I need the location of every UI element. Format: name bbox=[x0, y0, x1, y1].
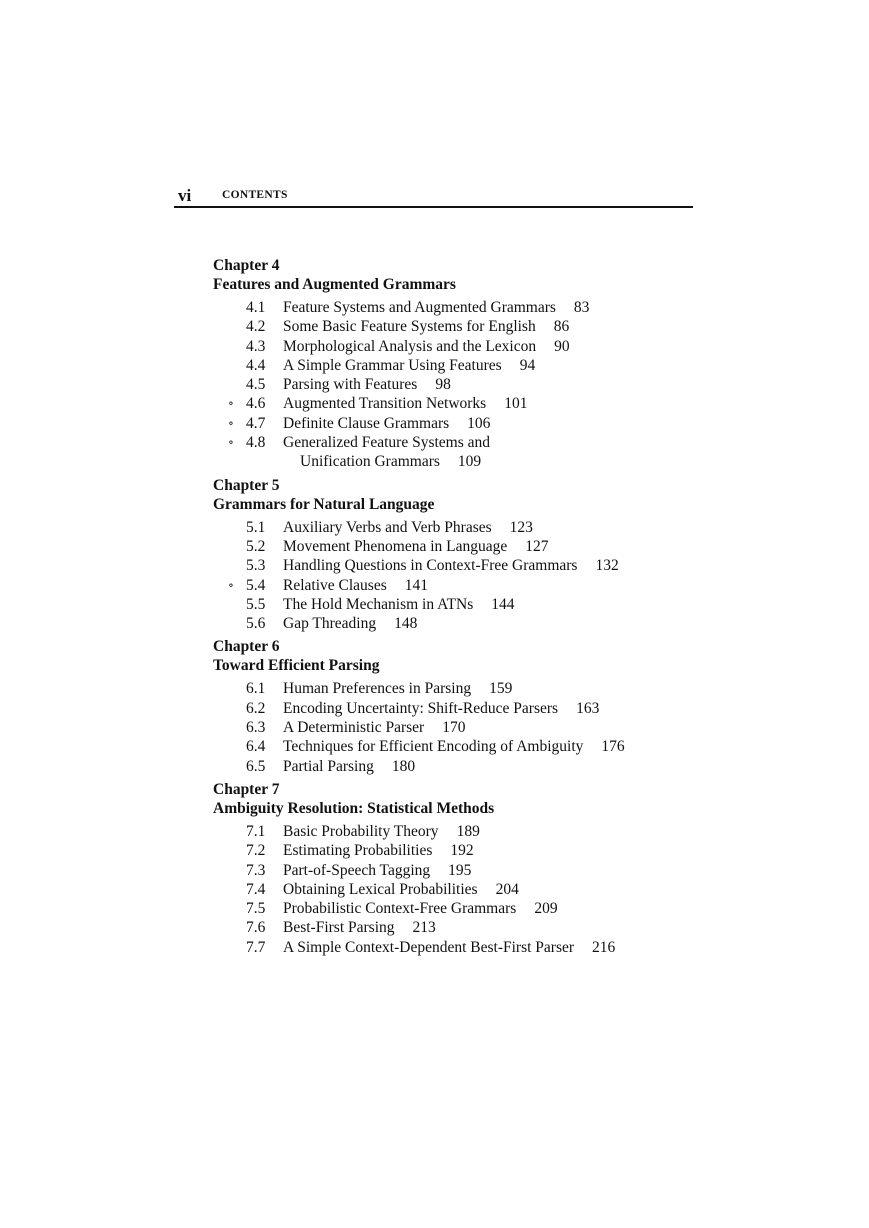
section-title: Gap Threading bbox=[283, 615, 377, 633]
section-number: 6.5 bbox=[246, 757, 266, 775]
page-ref: 195 bbox=[448, 861, 472, 879]
section-title-line bbox=[283, 861, 471, 880]
toc-entry bbox=[213, 556, 683, 575]
table-of-contents bbox=[213, 256, 683, 957]
section-list bbox=[213, 679, 683, 775]
toc-entry bbox=[213, 337, 683, 356]
section-list bbox=[213, 822, 683, 957]
section-number: 5.6 bbox=[246, 615, 266, 633]
toc-entry bbox=[213, 537, 683, 556]
section-title-line bbox=[283, 899, 558, 918]
section-title-line bbox=[283, 737, 625, 756]
section-title-line bbox=[283, 679, 512, 698]
section-title: Human Preferences in Parsing bbox=[283, 680, 472, 698]
page-ref: 163 bbox=[576, 699, 600, 717]
section-number: 4.1 bbox=[246, 299, 266, 316]
chapter-title: Features and Augmented Grammars bbox=[213, 276, 456, 293]
section-title-line bbox=[283, 614, 417, 633]
toc-entry bbox=[213, 841, 683, 860]
chapter-section bbox=[213, 256, 683, 472]
page-ref: 86 bbox=[553, 318, 570, 336]
section-title-line bbox=[283, 317, 569, 336]
section-number: 5.1 bbox=[246, 518, 266, 536]
page-ref: 83 bbox=[573, 299, 590, 316]
section-title-line bbox=[283, 337, 570, 356]
toc-entry bbox=[213, 317, 683, 336]
section-title: Movement Phenomena in Language bbox=[283, 537, 508, 555]
section-title: Best-First Parsing bbox=[283, 919, 395, 937]
toc-entry bbox=[213, 822, 683, 841]
section-title-line bbox=[283, 518, 533, 537]
section-title-line bbox=[283, 757, 415, 776]
section-number: 4.6 bbox=[246, 395, 266, 413]
toc-entry bbox=[213, 518, 683, 537]
section-number: 6.3 bbox=[246, 719, 266, 737]
page-ref: 101 bbox=[504, 395, 528, 413]
section-number: 4.8 bbox=[246, 434, 266, 452]
page-ref: 90 bbox=[554, 337, 570, 355]
section-title: Encoding Uncertainty: Shift-Reduce Parsers bbox=[283, 699, 559, 717]
section-number: 7.5 bbox=[246, 900, 266, 918]
chapter-section bbox=[213, 476, 683, 634]
section-title-line bbox=[283, 880, 519, 899]
toc-entry bbox=[213, 699, 683, 718]
running-head: CONTENTS bbox=[222, 189, 288, 201]
section-title: Part-of-Speech Tagging bbox=[283, 861, 431, 879]
toc-entry bbox=[213, 356, 683, 375]
page-ref: 216 bbox=[592, 938, 616, 956]
section-title-line bbox=[283, 537, 549, 556]
section-title: Definite Clause Grammars bbox=[283, 414, 450, 432]
section-title-continuation-text: Unification Grammars bbox=[300, 453, 440, 471]
section-title: Generalized Feature Systems and bbox=[283, 434, 491, 452]
section-title: Handling Questions in Context-Free Grammars bbox=[283, 557, 578, 575]
section-number: 5.2 bbox=[246, 537, 266, 555]
section-number: 4.7 bbox=[246, 414, 266, 432]
optional-section-marker-icon: ∘ bbox=[228, 415, 234, 430]
section-title: Estimating Probabilities bbox=[283, 842, 433, 860]
page-ref: 189 bbox=[456, 822, 480, 840]
section-number: 7.4 bbox=[246, 880, 266, 898]
section-number: 4.2 bbox=[246, 318, 266, 336]
toc-entry-continuation bbox=[213, 452, 683, 471]
optional-section-marker-icon: ∘ bbox=[228, 396, 234, 411]
page-ref: 106 bbox=[467, 414, 491, 432]
section-title: Techniques for Efficient Encoding of Ambiguity bbox=[283, 738, 584, 756]
section-title: The Hold Mechanism in ATNs bbox=[283, 595, 474, 613]
page-ref: 98 bbox=[435, 376, 451, 394]
page-number: vi bbox=[178, 186, 192, 205]
section-title-line bbox=[283, 576, 428, 595]
section-number: 4.5 bbox=[246, 376, 266, 394]
section-title-line bbox=[283, 556, 619, 575]
section-title-line bbox=[283, 938, 615, 957]
section-title: Auxiliary Verbs and Verb Phrases bbox=[283, 518, 492, 536]
section-title: A Simple Grammar Using Features bbox=[283, 356, 502, 374]
toc-entry bbox=[213, 394, 683, 413]
toc-entry bbox=[213, 433, 683, 452]
page-ref: 144 bbox=[491, 595, 515, 613]
section-title: A Deterministic Parser bbox=[283, 719, 425, 737]
toc-entry bbox=[213, 718, 683, 737]
section-title-line bbox=[283, 822, 480, 841]
section-title: Morphological Analysis and the Lexicon bbox=[283, 337, 537, 355]
section-number: 7.6 bbox=[246, 919, 266, 937]
toc-entry bbox=[213, 918, 683, 937]
section-number: 4.4 bbox=[246, 356, 266, 374]
page-ref: 213 bbox=[412, 919, 436, 937]
page-ref: 209 bbox=[534, 900, 558, 918]
header-rule bbox=[174, 206, 693, 208]
chapter-title: Ambiguity Resolution: Statistical Methods bbox=[213, 799, 495, 817]
page-ref: 109 bbox=[457, 453, 482, 471]
section-title: Obtaining Lexical Probabilities bbox=[283, 880, 478, 898]
chapter-title: Toward Efficient Parsing bbox=[213, 657, 380, 675]
toc-entry bbox=[213, 757, 683, 776]
section-title: Some Basic Feature Systems for English bbox=[283, 318, 536, 336]
section-number: 7.1 bbox=[246, 822, 266, 840]
page-ref: 123 bbox=[509, 518, 533, 536]
chapter-title: Grammars for Natural Language bbox=[213, 495, 435, 513]
section-number: 5.4 bbox=[246, 576, 266, 594]
section-title: Augmented Transition Networks bbox=[283, 395, 487, 413]
section-title-line bbox=[283, 298, 589, 317]
chapter-label: Chapter 7 bbox=[213, 780, 280, 798]
toc-entry bbox=[213, 298, 683, 317]
section-number: 6.4 bbox=[246, 738, 266, 756]
section-title-line bbox=[283, 356, 535, 375]
section-title-line bbox=[283, 699, 599, 718]
chapter-label: Chapter 5 bbox=[213, 476, 280, 494]
page-ref: 204 bbox=[495, 880, 519, 898]
chapter-section bbox=[213, 637, 683, 775]
section-title-line bbox=[283, 394, 527, 413]
toc-entry bbox=[213, 414, 683, 433]
section-title: Probabilistic Context-Free Grammars bbox=[283, 900, 517, 918]
section-number: 6.2 bbox=[246, 699, 266, 717]
section-number: 5.5 bbox=[246, 595, 266, 613]
optional-section-marker-icon: ∘ bbox=[228, 435, 234, 450]
toc-entry bbox=[213, 737, 683, 756]
section-title-line bbox=[283, 414, 490, 433]
toc-entry bbox=[213, 679, 683, 698]
page-ref: 170 bbox=[442, 719, 466, 737]
section-list bbox=[213, 518, 683, 634]
section-title: Parsing with Features bbox=[283, 376, 418, 394]
section-title-line bbox=[283, 375, 451, 394]
page-ref: 192 bbox=[450, 842, 474, 860]
chapter-label: Chapter 6 bbox=[213, 638, 280, 656]
section-title-line bbox=[283, 595, 515, 614]
section-title-line bbox=[283, 918, 436, 937]
page-ref: 148 bbox=[394, 615, 418, 633]
page-ref: 176 bbox=[601, 738, 625, 756]
toc-entry bbox=[213, 614, 683, 633]
page-ref: 127 bbox=[525, 537, 549, 555]
section-title: Partial Parsing bbox=[283, 757, 374, 775]
toc-entry bbox=[213, 880, 683, 899]
toc-entry bbox=[213, 595, 683, 614]
section-title-continuation bbox=[300, 452, 481, 471]
section-number: 7.7 bbox=[246, 938, 266, 956]
section-list bbox=[213, 298, 683, 472]
page-ref: 159 bbox=[489, 680, 513, 698]
section-title: A Simple Context-Dependent Best-First Parser bbox=[283, 938, 575, 956]
section-number: 4.3 bbox=[246, 337, 266, 355]
toc-entry bbox=[213, 861, 683, 880]
chapter-label: Chapter 4 bbox=[213, 257, 280, 274]
page-ref: 141 bbox=[404, 576, 428, 594]
section-title: Basic Probability Theory bbox=[283, 822, 439, 840]
page-ref: 132 bbox=[595, 557, 619, 575]
toc-entry bbox=[213, 375, 683, 394]
section-number: 7.3 bbox=[246, 861, 266, 879]
optional-section-marker-icon: ∘ bbox=[228, 577, 234, 592]
section-title-line bbox=[283, 841, 474, 860]
toc-entry bbox=[213, 576, 683, 595]
page-ref: 180 bbox=[391, 757, 416, 775]
section-number: 5.3 bbox=[246, 557, 266, 575]
section-title: Feature Systems and Augmented Grammars bbox=[283, 299, 556, 316]
section-number: 7.2 bbox=[246, 842, 266, 860]
toc-entry bbox=[213, 899, 683, 918]
section-number: 6.1 bbox=[246, 680, 266, 698]
toc-entry bbox=[213, 938, 683, 957]
section-title: Relative Clauses bbox=[283, 576, 387, 594]
section-title-line bbox=[283, 718, 465, 737]
page-ref: 94 bbox=[519, 356, 536, 374]
chapter-section bbox=[213, 780, 683, 957]
